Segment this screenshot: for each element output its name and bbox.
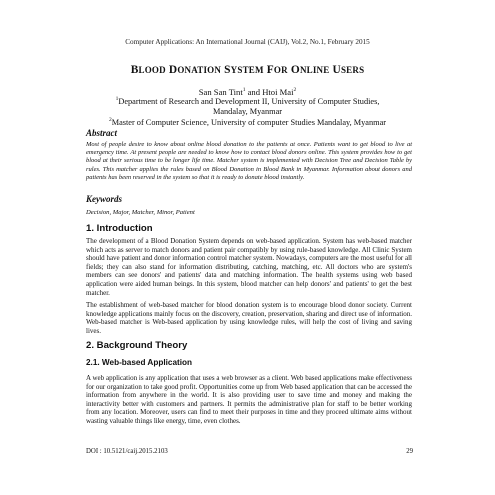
footer-doi: DOI : 10.5121/caij.2015.2103 <box>86 448 168 455</box>
author-1-sup: 1 <box>242 87 246 94</box>
paper-title <box>0 64 495 76</box>
author-2: Htoi Mai <box>262 87 294 97</box>
affiliation-2-text: Master of Computer Science, University of computer Studies Mandalay, Myanmar <box>111 118 387 127</box>
paragraph-intro-1: The development of a Blood Donation System depends on web-based application. System has web-based matcher which acts as server to match donors and patient pair compatibly by using rule-based knowledge. All Clinic System should have patient and donor information control matcher system. Nowadays, computers are the most useful for all fields; they can also stand for information distributing, catching, matching, etc. All doctors who are system's members can see donors' and patients' data and matching information. The health systems using web based application were aided human beings. In this system, blood matcher can help donors' and patients' to get the best matcher. <box>86 237 412 297</box>
affiliation-2 <box>0 118 495 128</box>
paragraph-web-based: A web application is any application that uses a web browser as a client. Web based applications make effectiveness for our organization to take good profit. Opportunities come up from Web based application that can be accessed the information from anywhere in the world. It is also providing user to save time and money and making the interactivity better with customers and partners. It permits the administrative plan for staff to be better working from any location. Moreover, users can find to meet their purposes in time and they proceed ultimate aims without wasting valuable things like energy, time, even clothes. <box>86 374 412 425</box>
keywords-text: Decision, Major, Matcher, Minor, Patient <box>86 209 195 216</box>
abstract-heading: Abstract <box>86 128 118 138</box>
affiliation-2-sup: 2 <box>108 117 112 124</box>
running-header: Computer Applications: An International Journal (CAIJ), Vol.2, No.1, February 2015 <box>125 38 370 46</box>
author-line <box>0 87 495 97</box>
section-heading-introduction: 1. Introduction <box>86 223 153 234</box>
affiliation-1-text: Department of Research and Development II, University of Computer Studies, <box>118 97 380 106</box>
abstract-text: Most of people desire to know about online blood donation to the patients at once. Patients want to get blood to live at emergency time. At present people are needed to know how to contact blood donors online. This system provides how to get blood at their serious time to be longer life time. Matcher system is implemented with Decision Tree and Decision Table by rules. This matcher applies the rules based on Blood Donation in Blood Bank in Myanmar. Information about donors and patients has been reserved in the system so that it is ready to donate blood instantly. <box>86 141 412 181</box>
paragraph-intro-2: The establishment of web-based matcher for blood donation system is to encourage blood donor society. Current knowledge applications mainly focus on the discovery, creation, preservation, sharing and direct use of information. Web-based matcher is Web-based application by using knowledge rules, will help the cost of living and saving lives. <box>86 301 412 335</box>
section-heading-background: 2. Background Theory <box>86 340 188 351</box>
affiliation-1-line-2: Mandalay, Myanmar <box>212 107 283 116</box>
affiliation-1-sup: 1 <box>115 96 119 103</box>
affiliation-1-line-1 <box>0 97 495 107</box>
author-and: and <box>245 87 263 97</box>
author-1: San San Tint <box>198 87 243 97</box>
subsection-heading-web-based: 2.1. Web-based Application <box>86 358 193 367</box>
paper-title-text: BLOOD DONATION SYSTEM FOR ONLINE USERS <box>130 64 365 76</box>
keywords-heading: Keywords <box>86 194 122 204</box>
footer-page-number: 29 <box>406 448 413 455</box>
author-2-sup: 2 <box>293 87 297 94</box>
